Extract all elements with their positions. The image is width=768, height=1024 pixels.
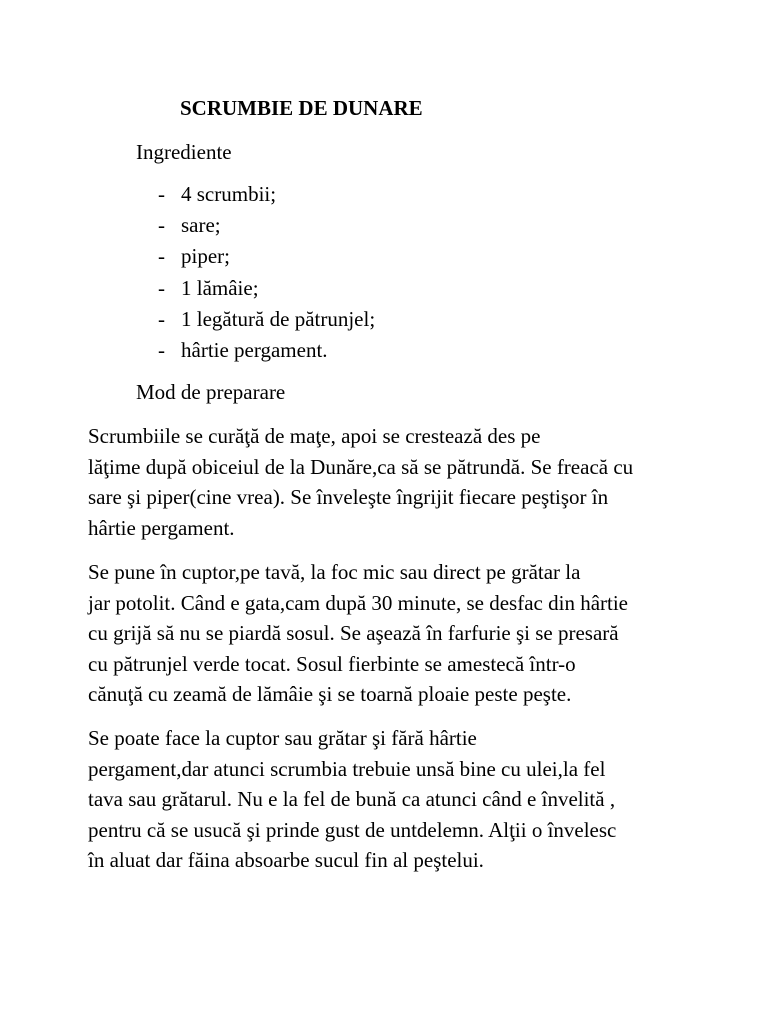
method-heading: Mod de preparare (136, 380, 286, 404)
paragraph-3 (88, 726, 688, 879)
paragraph-line: cu pătrunjel verde tocat. Sosul fierbinte se amestecă într-o (88, 651, 576, 676)
recipe-title: SCRUMBIE DE DUNARE (180, 96, 423, 120)
paragraph-line: în aluat dar făina absoarbe sucul fin al peştelui. (88, 848, 484, 872)
list-marker: - (158, 275, 165, 300)
list-item (158, 307, 375, 338)
list-item (158, 213, 375, 244)
list-marker: - (158, 337, 165, 362)
list-marker: - (158, 182, 165, 206)
paragraph-2 (88, 560, 688, 713)
paragraph-line: pentru că se usucă şi prinde gust de untdelemn. Alţii o învelesc (88, 817, 617, 842)
list-item (158, 182, 375, 213)
paragraph-line: Se pune în cuptor,pe tavă, la foc mic sau direct pe grătar la (88, 560, 581, 584)
list-marker: - (158, 244, 165, 269)
list-item (158, 244, 375, 275)
ingredient-text: sare; (181, 213, 221, 238)
paragraph-line: hârtie pergament. (88, 515, 235, 540)
list-item (158, 338, 375, 369)
ingredient-text: 1 legătură de pătrunjel; (181, 306, 376, 331)
paragraph-line: cănuţă cu zeamă de lămâie şi se toarnă ploaie peste peşte. (88, 682, 572, 706)
paragraph-1 (88, 424, 688, 546)
paragraph-line: sare şi piper(cine vrea). Se înveleşte îngrijit fiecare peştişor în (88, 485, 609, 509)
paragraph-line: jar potolit. Când e gata,cam după 30 minute, se desfac din hârtie (88, 590, 628, 615)
ingredient-text: piper; (181, 244, 230, 269)
paragraph-line: cu grijă să nu se piardă sosul. Se aşează în farfurie şi se presară (88, 621, 619, 645)
list-marker: - (158, 306, 165, 331)
paragraph-line: tava sau grătarul. Nu e la fel de bună ca atunci când e învelită , (88, 787, 616, 811)
ingredient-text: 4 scrumbii; (181, 182, 277, 206)
ingredients-list (158, 182, 375, 369)
paragraph-line: Scrumbiile se curăţă de maţe, apoi se crestează des pe (88, 424, 541, 448)
ingredients-heading: Ingrediente (136, 140, 232, 164)
ingredient-text: hârtie pergament. (181, 337, 328, 362)
list-item (158, 276, 375, 307)
paragraph-line: pergament,dar atunci scrumbia trebuie unsă bine cu ulei,la fel (88, 756, 606, 781)
ingredient-text: 1 lămâie; (181, 275, 259, 300)
list-marker: - (158, 213, 165, 238)
paragraph-line: Se poate face la cuptor sau grătar şi fără hârtie (88, 726, 477, 750)
paragraph-line: lăţime după obiceiul de la Dunăre,ca să se pătrundă. Se freacă cu (88, 454, 634, 479)
